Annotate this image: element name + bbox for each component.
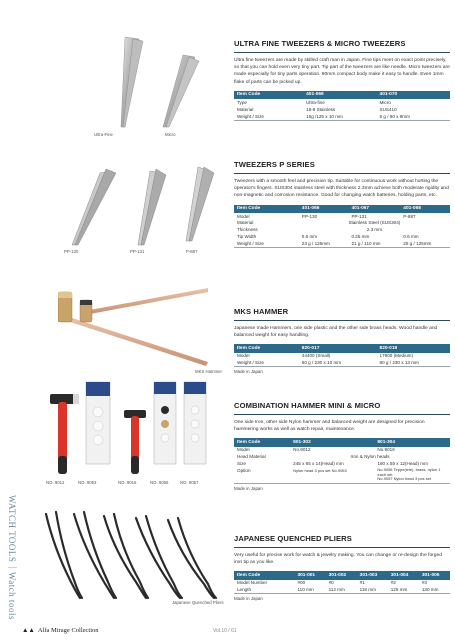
table-cell: No.9016	[377, 447, 395, 453]
table-cell: 80 g / 230 x 13 mm	[377, 359, 450, 366]
table-cell: #2	[390, 580, 396, 586]
section-description: Tweezers with a smooth feel and precision tip. Suitable for continuous work without hurting the operator's fingers. SUS304 stainless steel with thickness 2.3mm achieve both moderate rigidity and non-magnetic and corrosion resistance. Good for changing watch batteries, holding parts, etc.	[234, 179, 449, 199]
table-cell: Model	[237, 213, 250, 219]
section-rule	[234, 173, 450, 174]
table-cell: Nylon head 3 pcs set No.9053	[290, 467, 374, 483]
tweezers-p-series-photo	[50, 165, 220, 270]
table-cell: #0	[328, 580, 334, 586]
spec-table	[234, 91, 450, 121]
section-title: MKS HAMMER	[234, 307, 289, 316]
table-cell: 118 mm	[357, 586, 388, 593]
table-cell: Model	[237, 447, 250, 453]
caption-pp-131: PP-131	[130, 249, 145, 254]
spec-table	[234, 344, 450, 367]
caption-no-9057: NO. 9057	[180, 480, 199, 485]
table-row	[234, 233, 450, 240]
table-header-cell: 301-003	[357, 571, 388, 579]
section-sidebar	[2, 495, 24, 620]
section-rule	[234, 52, 450, 53]
section-quenched-pliers	[234, 534, 450, 601]
table-cell: SUS410	[379, 106, 397, 112]
table-row	[234, 453, 450, 460]
table-header-cell: 401-069	[303, 91, 376, 99]
table-cell: 110 mm	[294, 586, 325, 593]
caption-ultra-fine: Ultra-Fine	[94, 132, 113, 137]
table-header-cell: Item Code	[234, 91, 303, 99]
table-cell: 245 x 65 x 14(Head) mm	[293, 461, 344, 467]
section-tweezers-p-series	[234, 160, 450, 248]
table-cell: 0.6 mm	[403, 234, 419, 240]
table-row	[234, 220, 450, 227]
brand-name: Alfa Mirage Collection	[37, 627, 99, 634]
table-row	[234, 580, 450, 587]
table-row	[234, 99, 450, 106]
section-title: JAPANESE QUENCHED PLIERS	[234, 534, 352, 543]
caption-no-9016: NO. 9016	[118, 480, 137, 485]
table-header-cell: Item Code	[234, 344, 299, 352]
table-cell: 18-8 Stainless	[306, 106, 336, 112]
table-cell: Ultra-fine	[306, 99, 325, 105]
section-description: Ultra fine tweezers are made by skilled craft man in Japan. Fine tips meet on exact point precisely, so that you can hold even very tiny part. Tip part of the tweezers are like needle. Micro tweezers are made especially for tiny parts operation. 90mm compact body make it easy to handle. Even 1mm flake of parts can be picked up.	[234, 58, 450, 85]
page-number: Vol.10 / 61	[213, 628, 237, 634]
table-row	[234, 227, 450, 234]
table-cell: 60 g / 230 x 10 mm	[299, 359, 377, 366]
section-rule	[234, 320, 450, 321]
table-header-row	[234, 344, 450, 352]
spec-table	[234, 571, 450, 594]
section-rule	[234, 547, 450, 548]
table-row	[234, 113, 450, 120]
section-title: TWEEZERS P SERIES	[234, 160, 315, 169]
made-in-japan-note: Made in Japan	[234, 596, 263, 602]
table-row	[234, 447, 450, 454]
table-header-cell: 820-018	[377, 344, 450, 352]
table-cell: #3	[421, 580, 427, 586]
section-combination-hammer	[234, 401, 450, 491]
caption-no-9053: NO. 9053	[78, 480, 97, 485]
table-row	[234, 353, 450, 360]
option-line: No.9056 Teppe(iele), brass, nylon 1 each set	[377, 467, 441, 477]
table-cell: Model Number	[237, 580, 268, 586]
section-description: Japanese made Hammers, one side plastic and the other side brass heads. Wood handle and balanced weight for easy handling.	[234, 326, 438, 339]
combination-hammer-photo	[40, 380, 230, 485]
brand-logo-icon: ▲▲	[22, 627, 35, 634]
section-title: COMBINATION HAMMER MINI & MICRO	[234, 401, 381, 410]
footer-brand	[22, 627, 99, 634]
table-header-cell: 401-068	[400, 205, 450, 213]
table-cell: Tip Width	[237, 234, 257, 240]
option-line: No.9057 Nylon head 3 pcs set	[377, 476, 431, 482]
table-cell: 21 g / 110 mm	[348, 240, 400, 247]
section-description: Very useful for precise work for watch & jewelry making. You can change or re-design the forged iron tip as you like.	[234, 553, 442, 566]
table-row	[234, 213, 450, 220]
table-cell: #1	[359, 580, 365, 586]
table-cell: Type	[237, 99, 247, 105]
table-cell: Material	[237, 220, 254, 226]
table-cell: 44400 (Small)	[301, 353, 331, 359]
table-cell: PP-131	[351, 213, 367, 219]
caption-no-9056: NO. 9056	[150, 480, 169, 485]
table-header-cell: 301-005	[419, 571, 450, 579]
table-cell: Stainless Steel (SUS304)	[348, 220, 401, 226]
table-cell: Micro	[379, 99, 391, 105]
table-cell: 23 g / 125mm	[299, 240, 349, 247]
caption-pp-130: PP-130	[64, 249, 79, 254]
section-mks-hammer	[234, 307, 450, 374]
table-header-cell: 301-002	[326, 571, 357, 579]
table-header-cell: 401-066	[299, 205, 349, 213]
table-header-cell: 401-070	[377, 91, 450, 99]
caption-no-9012: NO. 9012	[46, 480, 65, 485]
table-row	[234, 467, 450, 483]
table-cell: 180 x 55 x 12(Head) mm	[377, 461, 428, 467]
table-header-row	[234, 571, 450, 579]
table-cell: 125 mm	[388, 586, 419, 593]
table-header-row	[234, 438, 450, 446]
made-in-japan-note: Made in Japan	[234, 485, 263, 491]
table-row	[234, 240, 450, 247]
table-header-cell: 801-302	[290, 438, 374, 446]
table-cell: P-887	[403, 213, 416, 219]
section-title: ULTRA FINE TWEEZERS & MICRO TWEEZERS	[234, 39, 406, 48]
table-cell: 0.25 mm	[351, 234, 370, 240]
table-header-cell: Item Code	[234, 571, 294, 579]
table-header-cell: 301-001	[294, 571, 325, 579]
caption-quenched-pliers: Japanese Quenched Pliers	[172, 600, 224, 605]
table-cell: Option	[234, 467, 290, 483]
table-header-cell: 820-017	[299, 344, 377, 352]
caption-mks-hammer: MKS Hammer	[195, 369, 222, 374]
section-description: One side Iron, other side Nylon hammer and balanced weight are designed for precision hammering works as well as watch repair, maintenance.	[234, 420, 425, 433]
table-cell: 2.3 mm	[366, 227, 383, 233]
table-header-row	[234, 205, 450, 213]
table-cell: Weight / Size	[234, 113, 303, 120]
table-cell: Length	[234, 586, 294, 593]
table-cell: 15g /125 x 10 mm	[303, 113, 376, 120]
table-header-cell: 401-067	[348, 205, 400, 213]
table-cell: PP-130	[301, 213, 318, 219]
table-cell: 0.6 mm	[301, 234, 318, 240]
table-cell: Head Material	[237, 454, 266, 460]
table-cell: 17900 (Medium)	[379, 353, 413, 359]
table-cell: 112 mm	[326, 586, 357, 593]
table-row	[234, 359, 450, 366]
table-header-cell: Item Code	[234, 438, 290, 446]
table-header-row	[234, 91, 450, 99]
caption-micro: Micro	[165, 132, 176, 137]
table-cell: #00	[297, 580, 306, 586]
caption-p-887: P-887	[186, 249, 198, 254]
mks-hammer-photo	[58, 282, 223, 372]
section-ultra-fine-tweezers	[234, 39, 450, 121]
table-cell: Iron & Nylon heads	[350, 454, 390, 460]
table-cell: Material	[237, 106, 254, 112]
table-cell: 8 g / 90 x 9mm	[377, 113, 450, 120]
sidebar-vertical-text: WATCH TOOLS｜Watch tools	[7, 495, 17, 620]
table-row	[234, 106, 450, 113]
table-cell: Model	[237, 353, 250, 359]
table-cell	[374, 467, 450, 483]
table-cell: Size	[237, 461, 246, 467]
quenched-pliers-photo	[40, 508, 230, 608]
table-header-cell: Item Code	[234, 205, 299, 213]
table-cell: 130 mm	[419, 586, 450, 593]
section-rule	[234, 414, 450, 415]
spec-table	[234, 205, 450, 249]
table-cell: Weight / Size	[234, 240, 299, 247]
table-header-cell: 801-304	[374, 438, 450, 446]
table-header-cell: 301-004	[388, 571, 419, 579]
table-cell: No.9012	[293, 447, 311, 453]
table-row	[234, 586, 450, 593]
table-cell: Thickness	[237, 227, 258, 233]
ultra-fine-micro-tweezers-photo	[55, 35, 215, 145]
made-in-japan-note: Made in Japan	[234, 369, 263, 375]
spec-table	[234, 438, 450, 483]
table-cell: 25 g / 125mm	[400, 240, 450, 247]
table-cell: Weight / Size	[234, 359, 299, 366]
